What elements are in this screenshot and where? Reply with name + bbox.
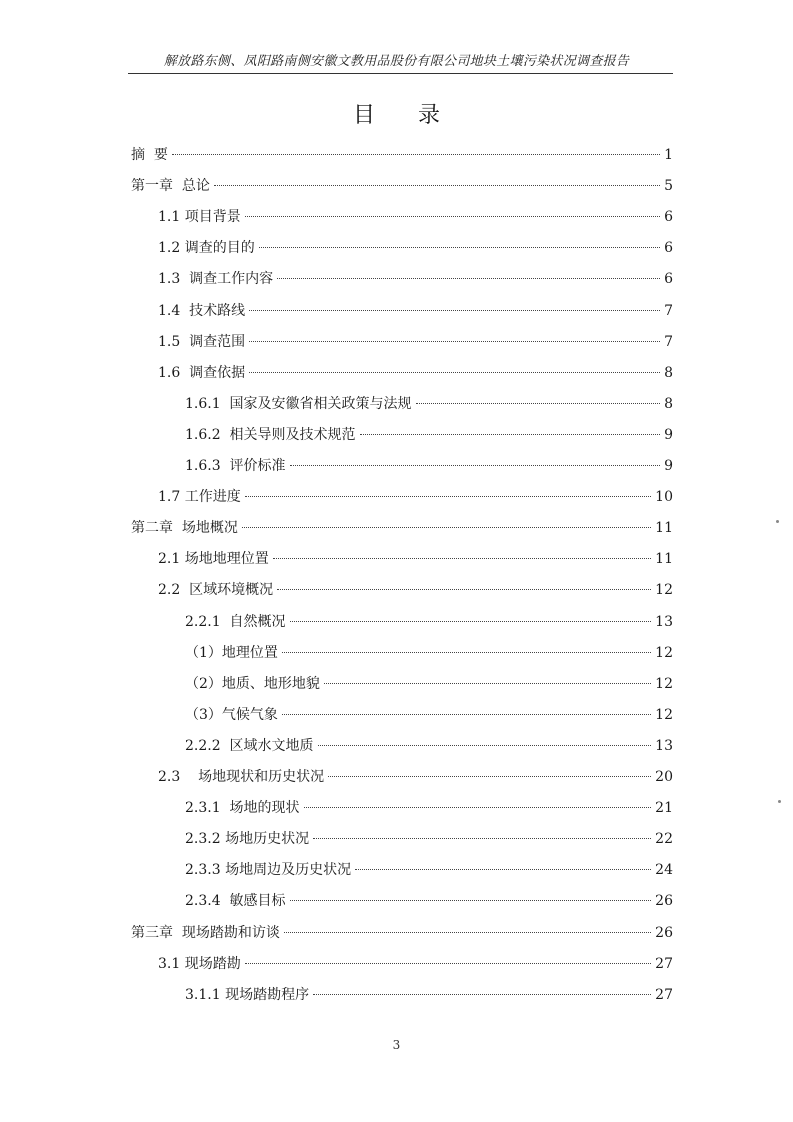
toc-entry-label: 1.5 调查范围 bbox=[158, 333, 246, 350]
toc-leader-dots bbox=[245, 216, 660, 217]
toc-entry[interactable] bbox=[185, 425, 673, 445]
toc-entry-page: 12 bbox=[655, 582, 673, 599]
toc-entry-label: （2）地质、地形地貌 bbox=[185, 675, 320, 692]
toc-entry-label: 2.2.2 区域水文地质 bbox=[185, 737, 314, 754]
toc-entry-page: 6 bbox=[664, 209, 673, 226]
toc-entry-page: 6 bbox=[664, 271, 673, 288]
toc-leader-dots bbox=[172, 154, 660, 155]
toc-entry-label: 2.3.4 敏感目标 bbox=[185, 893, 286, 910]
toc-entry[interactable] bbox=[158, 487, 673, 507]
toc-entry[interactable] bbox=[158, 363, 673, 383]
toc-entry-label: 1.6.1 国家及安徽省相关政策与法规 bbox=[185, 395, 412, 412]
toc-entry[interactable] bbox=[158, 767, 673, 787]
toc-entry-label: 2.3.1 场地的现状 bbox=[185, 800, 300, 817]
toc-entry-label: 2.3.2 场地历史状况 bbox=[185, 831, 310, 848]
toc-leader-dots bbox=[304, 807, 652, 808]
toc-entry-page: 8 bbox=[664, 395, 673, 412]
toc-entry[interactable] bbox=[185, 456, 673, 476]
toc-entry[interactable] bbox=[158, 549, 673, 569]
toc-entry[interactable] bbox=[158, 332, 673, 352]
toc-entry-page: 12 bbox=[655, 706, 673, 723]
toc-entry-page: 1 bbox=[664, 147, 673, 163]
toc-entry-page: 10 bbox=[655, 489, 673, 506]
header-divider bbox=[128, 73, 673, 74]
toc-entry-page: 20 bbox=[655, 769, 673, 785]
toc-entry[interactable] bbox=[158, 238, 673, 258]
toc-entry[interactable] bbox=[158, 301, 673, 321]
toc-leader-dots bbox=[242, 527, 651, 528]
toc-entry[interactable] bbox=[185, 829, 673, 849]
toc-entry-label: 第三章 现场踏勘和访谈 bbox=[131, 924, 280, 941]
toc-leader-dots bbox=[282, 714, 651, 715]
toc-entry-label: 1.4 技术路线 bbox=[158, 302, 246, 319]
toc-leader-dots bbox=[313, 994, 651, 995]
toc-leader-dots bbox=[277, 589, 651, 590]
toc-entry-page: 27 bbox=[655, 986, 673, 1003]
toc-entry-page: 7 bbox=[664, 302, 673, 319]
toc-leader-dots bbox=[290, 900, 652, 901]
toc-entry-page: 12 bbox=[655, 675, 673, 692]
toc-entry[interactable] bbox=[185, 674, 673, 694]
toc-entry-label: 1.1 项目背景 bbox=[158, 209, 241, 226]
toc-entry-label: 2.3 场地现状和历史状况 bbox=[158, 769, 325, 785]
toc-leader-dots bbox=[277, 278, 660, 279]
toc-leader-dots bbox=[273, 558, 651, 559]
toc-entry-page: 9 bbox=[664, 426, 673, 443]
toc-entry-label: 摘 要 bbox=[131, 147, 168, 163]
toc-entry-label: 第一章 总论 bbox=[131, 178, 210, 195]
toc-leader-dots bbox=[249, 310, 660, 311]
toc-entry[interactable] bbox=[158, 954, 673, 974]
toc-entry-label: 1.7 工作进度 bbox=[158, 489, 241, 506]
toc-leader-dots bbox=[284, 932, 651, 933]
toc-entry-label: 3.1.1 现场踏勘程序 bbox=[185, 986, 310, 1003]
toc-entry-page: 24 bbox=[655, 862, 673, 879]
toc-entry-page: 22 bbox=[655, 831, 673, 848]
toc-leader-dots bbox=[313, 838, 651, 839]
toc-entry-page: 26 bbox=[655, 924, 673, 941]
toc-entry[interactable] bbox=[158, 207, 673, 227]
toc-entry-label: 1.3 调查工作内容 bbox=[158, 271, 274, 288]
toc-entry[interactable] bbox=[158, 580, 673, 600]
toc-entry-page: 13 bbox=[655, 737, 673, 754]
scan-artifact-dot bbox=[778, 800, 781, 803]
toc-entry-page: 27 bbox=[655, 955, 673, 972]
toc-entry-page: 11 bbox=[655, 520, 673, 537]
toc-entry-page: 26 bbox=[655, 893, 673, 910]
toc-entry-page: 8 bbox=[664, 364, 673, 381]
toc-entry-page: 13 bbox=[655, 613, 673, 630]
toc-entry-label: 1.2 调查的目的 bbox=[158, 240, 255, 257]
toc-entry-page: 5 bbox=[664, 178, 673, 195]
toc-entry-label: 3.1 现场踏勘 bbox=[158, 955, 241, 972]
toc-entry[interactable] bbox=[185, 985, 673, 1005]
toc-entry-label: 1.6 调查依据 bbox=[158, 364, 246, 381]
toc-leader-dots bbox=[355, 869, 651, 870]
running-header: 解放路东侧、凤阳路南侧安徽文教用品股份有限公司地块土壤污染状况调查报告 bbox=[163, 54, 630, 69]
toc-entry[interactable] bbox=[185, 798, 673, 818]
toc-entry[interactable] bbox=[185, 736, 673, 756]
toc-entry-page: 7 bbox=[664, 333, 673, 350]
toc-entry-label: 2.1 场地地理位置 bbox=[158, 551, 269, 568]
toc-entry-label: 2.3.3 场地周边及历史状况 bbox=[185, 862, 352, 879]
toc-entry[interactable] bbox=[131, 145, 673, 165]
toc-leader-dots bbox=[245, 496, 651, 497]
toc-title: 目 录 bbox=[353, 103, 458, 128]
toc-entry-page: 21 bbox=[655, 800, 673, 817]
toc-entry[interactable] bbox=[185, 860, 673, 880]
toc-entry-label: 2.2 区域环境概况 bbox=[158, 582, 274, 599]
toc-entry-label: 1.6.3 评价标准 bbox=[185, 458, 286, 474]
toc-leader-dots bbox=[318, 745, 652, 746]
toc-entry[interactable] bbox=[131, 923, 673, 943]
scan-artifact-dot bbox=[776, 520, 779, 523]
toc-entry[interactable] bbox=[185, 612, 673, 632]
toc-leader-dots bbox=[416, 403, 661, 404]
toc-leader-dots bbox=[282, 652, 651, 653]
toc-leader-dots bbox=[328, 776, 651, 777]
toc-entry[interactable] bbox=[185, 705, 673, 725]
toc-entry-label: 2.2.1 自然概况 bbox=[185, 613, 286, 630]
toc-leader-dots bbox=[249, 341, 660, 342]
toc-entry[interactable] bbox=[185, 891, 673, 911]
toc-leader-dots bbox=[245, 963, 651, 964]
toc-entry-label: 1.6.2 相关导则及技术规范 bbox=[185, 426, 356, 443]
toc-leader-dots bbox=[259, 247, 660, 248]
toc-leader-dots bbox=[290, 621, 652, 622]
toc-entry[interactable] bbox=[158, 269, 673, 289]
toc-leader-dots bbox=[360, 434, 661, 435]
toc-leader-dots bbox=[290, 465, 661, 466]
toc-leader-dots bbox=[249, 372, 660, 373]
toc-entry[interactable] bbox=[185, 643, 673, 663]
toc-leader-dots bbox=[324, 683, 651, 684]
toc-entry-page: 9 bbox=[664, 458, 673, 474]
toc-entry[interactable] bbox=[185, 394, 673, 414]
toc-entry-page: 12 bbox=[655, 644, 673, 661]
page-number: 3 bbox=[392, 1038, 401, 1052]
toc-entry-label: （1）地理位置 bbox=[185, 644, 278, 661]
toc-entry-label: （3）气候气象 bbox=[185, 706, 278, 723]
toc-entry[interactable] bbox=[131, 176, 673, 196]
toc-leader-dots bbox=[214, 185, 660, 186]
toc-entry-page: 11 bbox=[655, 551, 673, 568]
toc-entry-page: 6 bbox=[664, 240, 673, 257]
toc-entry-label: 第二章 场地概况 bbox=[131, 520, 238, 537]
toc-entry[interactable] bbox=[131, 518, 673, 538]
